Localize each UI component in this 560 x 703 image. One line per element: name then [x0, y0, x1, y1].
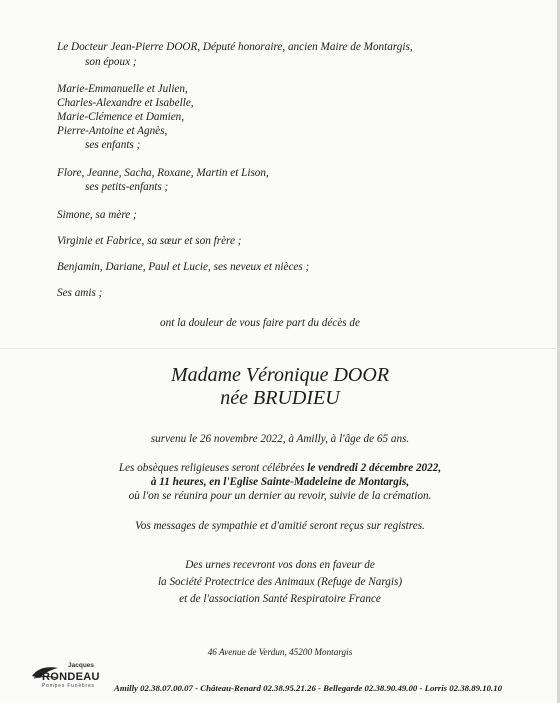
- announcement-line: Marie-Clémence et Damien,: [57, 111, 185, 123]
- deceased-name: Madame Véronique DOOR: [170, 364, 390, 386]
- funeral-intro: Les obsèques religieuses seront célébrées: [118, 462, 308, 474]
- logo-top-text: Jacques: [68, 662, 95, 669]
- announcement-line: Charles-Alexandre et Isabelle,: [57, 97, 194, 109]
- announcement-line: ses petits-enfants ;: [85, 181, 169, 193]
- urns-line: la Société Protectrice des Animaux (Refuge de Nargis): [157, 576, 403, 588]
- contact-numbers: Amilly 02.38.07.00.07 - Château-Renard 02.38.95.21.26 - Bellegarde 02.38.90.49.00 - Lorris 02.38.89.10.10: [114, 683, 503, 693]
- funeral-cremation: où l'on se réunira pour un dernier au revoir, suivie de la crémation.: [128, 490, 432, 502]
- funeral-line: [0, 461, 560, 475]
- announcement-line: Benjamin, Dariane, Paul et Lucie, ses neveux et nièces ;: [57, 261, 310, 273]
- announcement-line: Ses amis ;: [57, 287, 103, 299]
- funeral-place: à 11 heures, en l'Eglise Sainte-Madeleine de Montargis,: [150, 476, 410, 488]
- logo-name: RONDEAU: [42, 671, 100, 683]
- urns-line: Des urnes recevront vos dons en faveur de: [185, 559, 375, 571]
- announcement-line: Marie-Emmanuelle et Julien,: [57, 83, 188, 95]
- announcement-line: ses enfants ;: [85, 139, 141, 151]
- urns-line: et de l'association Santé Respiratoire France: [179, 593, 381, 605]
- announcement-line: Virginie et Fabrice, sa sœur et son frère ;: [57, 235, 242, 247]
- announcement-line: Simone, sa mère ;: [57, 209, 137, 221]
- death-details: survenu le 26 novembre 2022, à Amilly, à l'âge de 65 ans.: [150, 433, 410, 445]
- address: 46 Avenue de Verdun, 45200 Montargis: [207, 647, 353, 657]
- announcement-line: Flore, Jeanne, Sacha, Roxane, Martin et Lison,: [57, 167, 269, 179]
- logo-subtitle: Pompes Funèbres: [42, 683, 95, 689]
- announcement-line: ont la douleur de vous faire part du décès de: [160, 317, 360, 329]
- announcement-line: son époux ;: [85, 56, 137, 68]
- announcement-line: Pierre-Antoine et Agnès,: [57, 125, 168, 137]
- fold-line: [0, 348, 560, 349]
- funeral-date: le vendredi 2 décembre 2022,: [307, 462, 442, 474]
- messages-note: Vos messages de sympathie et d'amitié seront reçus sur registres.: [135, 520, 425, 532]
- deceased-maiden-name: née BRUDIEU: [220, 387, 340, 409]
- rondeau-logo: [30, 662, 110, 688]
- announcement-line: Le Docteur Jean-Pierre DOOR, Député honoraire, ancien Maire de Montargis,: [57, 41, 413, 53]
